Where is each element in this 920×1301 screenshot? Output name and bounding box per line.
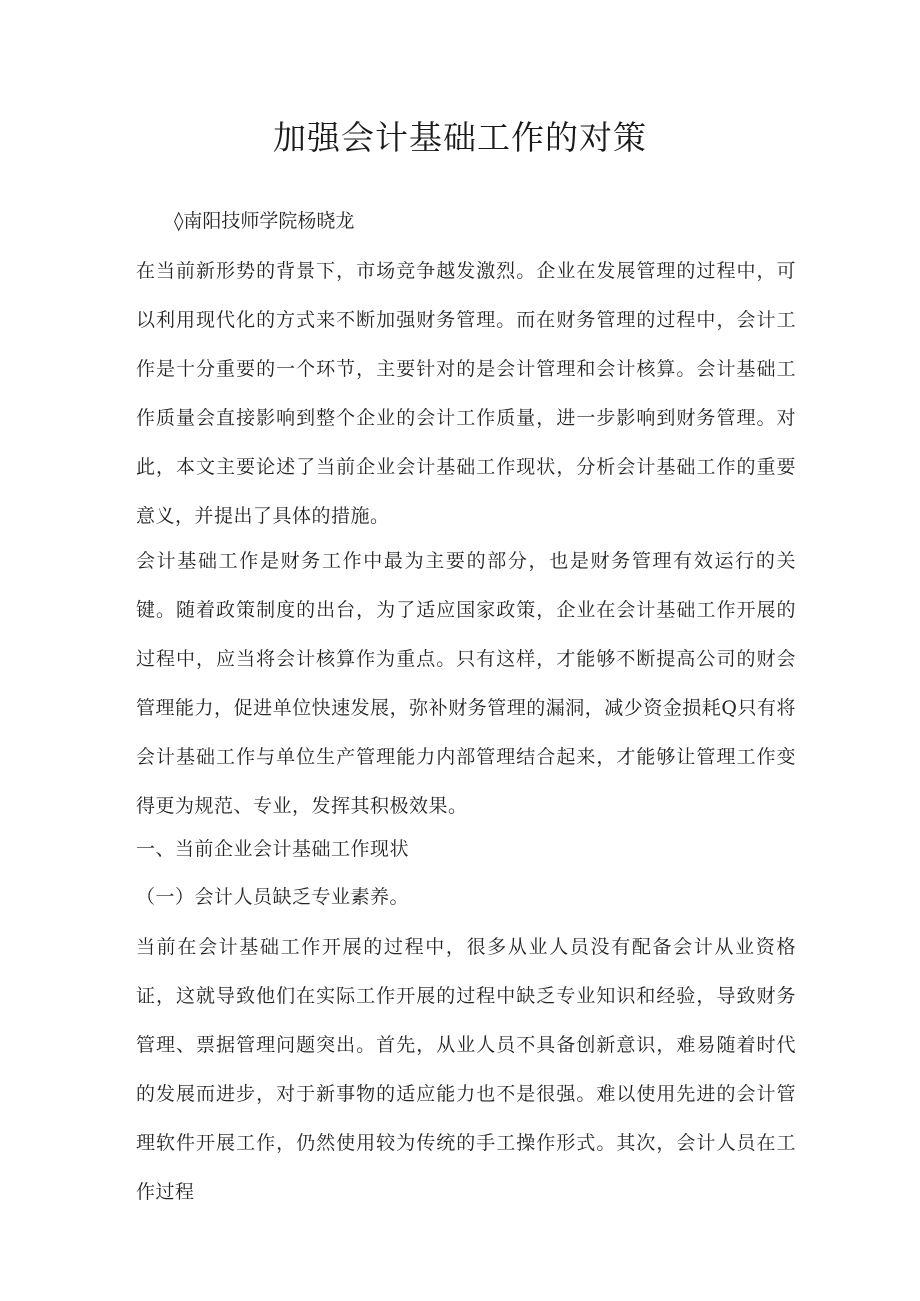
paragraph-subsection-body: 当前在会计基础工作开展的过程中，很多从业人员没有配备会计从业资格证，这就导致他们在实际工作开展的过程中缺乏专业知识和经验，导致财务管理、票据管理问题突出。首先，从业人员不具备创新意识，难易随着时代的发展而进步，对于新事物的适应能力也不是很强。难以使用先进的会计管理软件开展工作，仍然使用较为传统的手工操作形式。其次，会计人员在工作过程 [136,936,796,1203]
paragraph-intro: 在当前新形势的背景下，市场竞争越发激烈。企业在发展管理的过程中，可以利用现代化的方式来不断加强财务管理。而在财务管理的过程中，会计工作是十分重要的一个环节，主要针对的是会计管理和会计核算。会计基础工作质量会直接影响到整个企业的会计工作质量，进一步影响到财务管理。对此，本文主要论述了当前企业会计基础工作现状，分析会计基础工作的重要意义，并提出了具体的措施。 [136,260,796,527]
subsection-heading: （一）会计人员缺乏专业素养。 [136,886,410,908]
section-heading: 一、当前企业会计基础工作现状 [136,838,410,860]
document-title: 加强会计基础工作的对策 [273,118,647,157]
author-line: ◊南阳技师学院杨晓龙 [174,210,355,232]
paragraph-importance: 会计基础工作是财务工作中最为主要的部分，也是财务管理有效运行的关键。随着政策制度的出台，为了适应国家政策，企业在会计基础工作开展的过程中，应当将会计核算作为重点。只有这样，才能够不断提高公司的财会管理能力，促进单位快速发展，弥补财务管理的漏洞，减少资金损耗Q只有将会计基础工作与单位生产管理能力内部管理结合起来，才能够让管理工作变得更为规范、专业，发挥其积极效果。 [136,550,796,817]
